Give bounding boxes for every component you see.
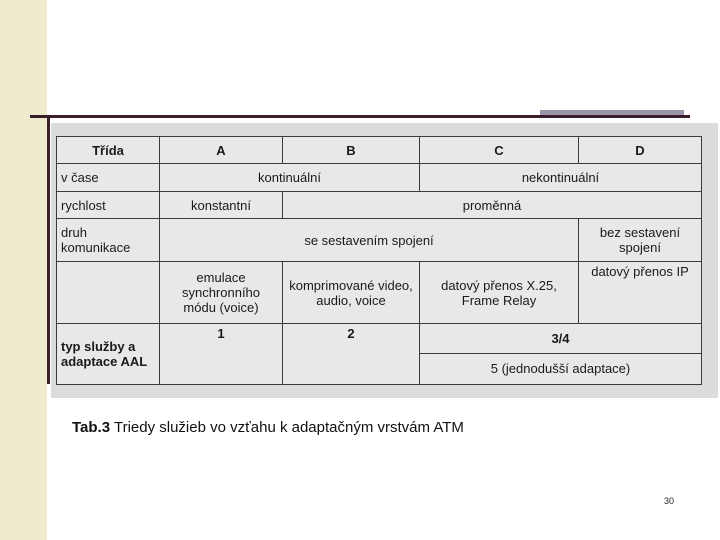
cell-service-cd: 3/4 (420, 323, 702, 353)
caption-number: 3 (101, 419, 111, 436)
cell-connectionless: bez sestavení spojení (579, 219, 702, 262)
left-rule (47, 118, 50, 384)
cell-example-a: emulace synchronního módu (voice) (160, 262, 283, 323)
header-a: A (160, 137, 283, 164)
sidebar-band (0, 0, 47, 540)
cell-constant: konstantní (160, 192, 283, 219)
table-row (57, 323, 702, 353)
header-b: B (283, 137, 420, 164)
table-row (57, 137, 702, 164)
cell-connection-oriented: se sestavením spojení (160, 219, 579, 262)
row-label-examples (57, 262, 160, 323)
cell-continuous: kontinuální (160, 164, 420, 192)
cell-service-cd-simple: 5 (jednodušší adaptace) (420, 353, 702, 384)
row-label-service: typ služby a adaptace AAL (57, 323, 160, 384)
header-c: C (420, 137, 579, 164)
cell-example-c: datový přenos X.25, Frame Relay (420, 262, 579, 323)
cell-service-a: 1 (160, 323, 283, 384)
row-label-time: v čase (57, 164, 160, 192)
cell-service-b: 2 (283, 323, 420, 384)
top-rule (30, 115, 690, 118)
table-row (57, 262, 702, 323)
cell-noncontinuous: nekontinuální (420, 164, 702, 192)
header-class: Třída (57, 137, 160, 164)
cell-example-b: komprimované video, audio, voice (283, 262, 420, 323)
header-d: D (579, 137, 702, 164)
caption-prefix: Tab. (72, 419, 102, 436)
table-row (57, 164, 702, 192)
cell-example-d: datový přenos IP (579, 262, 702, 323)
aal-classes-table (56, 136, 702, 385)
table-caption (72, 419, 464, 436)
page-number: 30 (664, 496, 675, 506)
cell-variable: proměnná (283, 192, 702, 219)
row-label-communication: druh komunikace (57, 219, 160, 262)
row-label-speed: rychlost (57, 192, 160, 219)
table-row (57, 192, 702, 219)
table-row (57, 219, 702, 262)
caption-text: Triedy služieb vo vzťahu k adaptačným vrstvám ATM (110, 419, 464, 436)
